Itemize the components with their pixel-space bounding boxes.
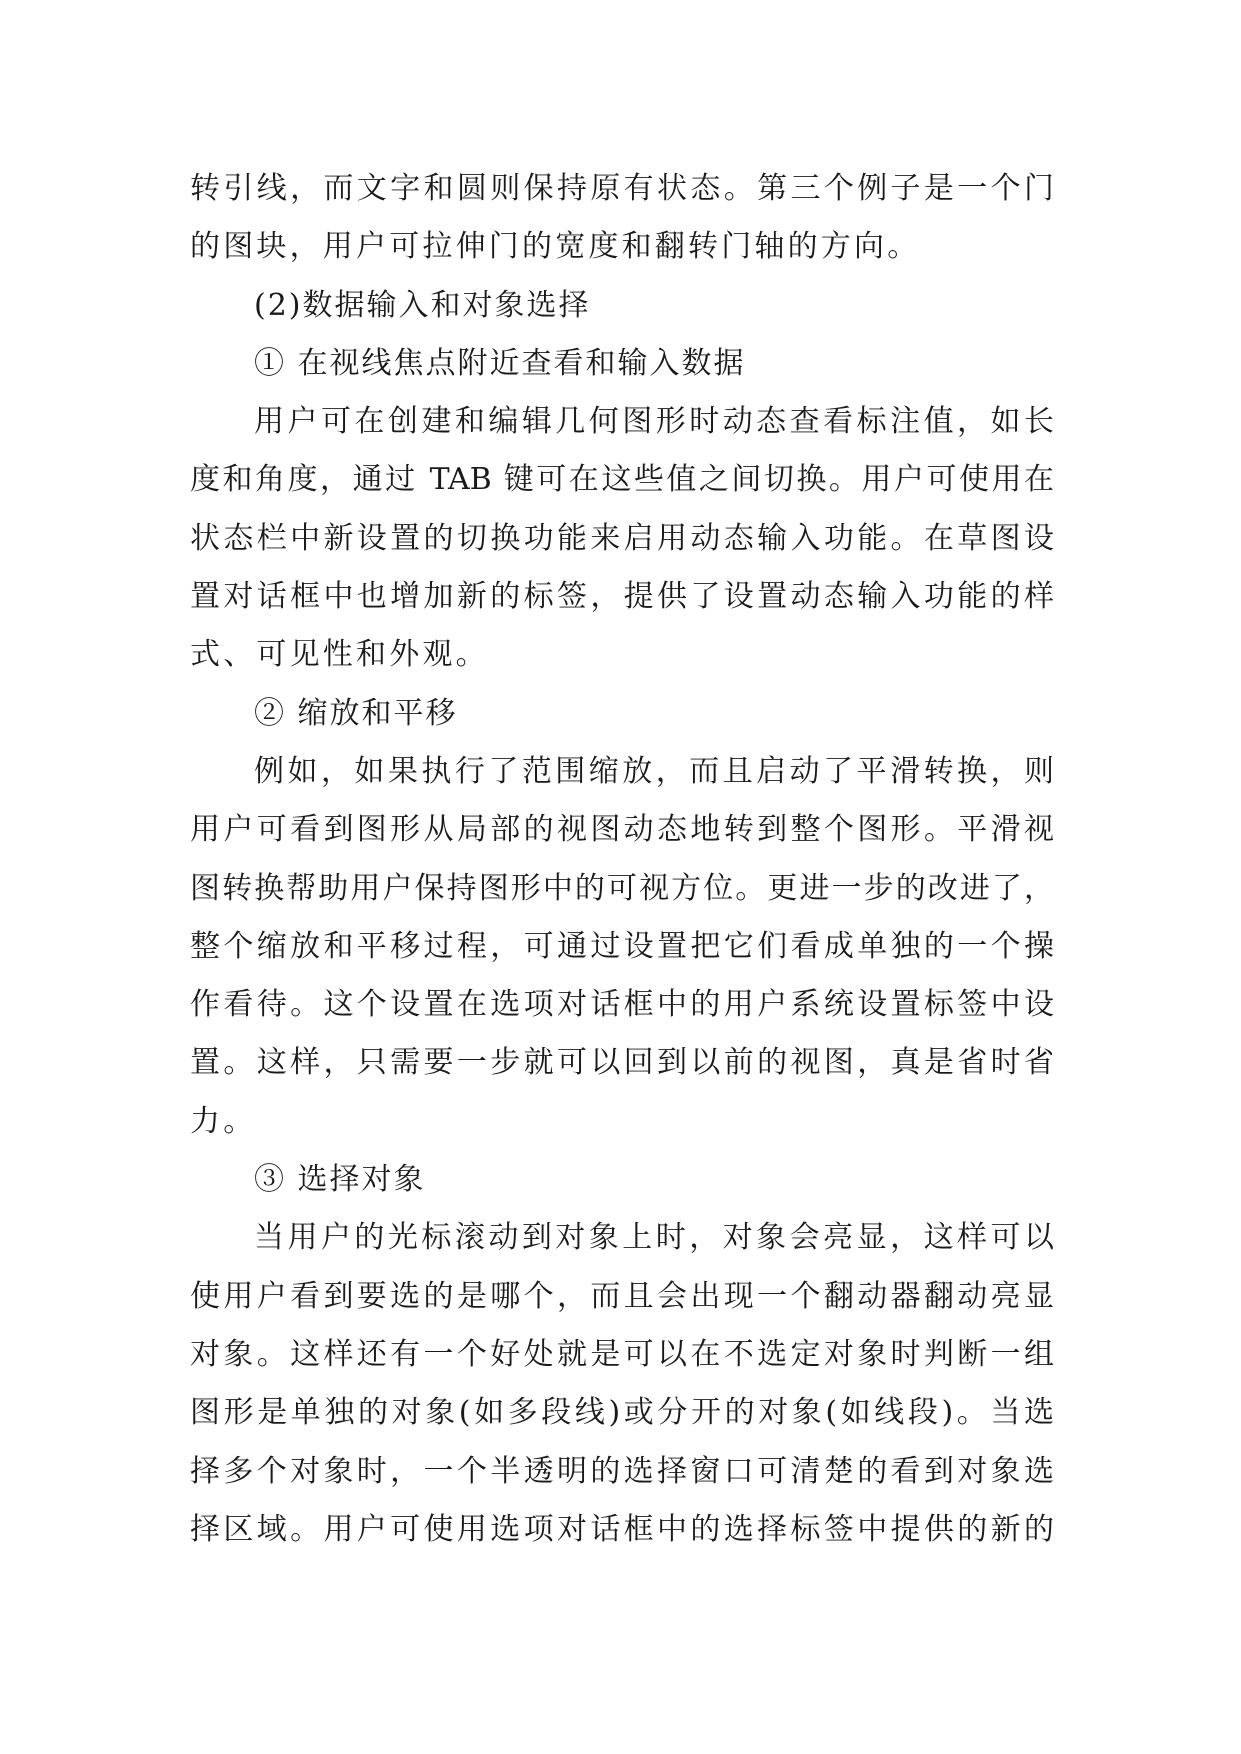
text-line: 使用户看到要选的是哪个，而且会出现一个翻动器翻动亮显	[190, 1278, 1054, 1314]
text-line: 状态栏中新设置的切换功能来启用动态输入功能。在草图设	[190, 520, 1054, 556]
subsection-heading: ① 在视线焦点附近查看和输入数据	[254, 345, 746, 381]
section-heading: (2)数据输入和对象选择	[254, 287, 591, 323]
text-line: 图形是单独的对象(如多段线)或分开的对象(如线段)。当选	[190, 1395, 1054, 1431]
paragraph-first-line: 例如，如果执行了范围缩放，而且启动了平滑转换，则	[254, 753, 1054, 789]
text-line: 整个缩放和平移过程，可通过设置把它们看成单独的一个操	[190, 928, 1054, 964]
subsection-heading: ② 缩放和平移	[254, 695, 458, 731]
text-line: 择区域。用户可使用选项对话框中的选择标签中提供的新的	[190, 1511, 1054, 1547]
text-line: 择多个对象时，一个半透明的选择窗口可清楚的看到对象选	[190, 1453, 1054, 1489]
text-line: 置。这样，只需要一步就可以回到以前的视图，真是省时省	[190, 1045, 1054, 1081]
document-page	[190, 160, 1054, 1559]
text-line: 置对话框中也增加新的标签，提供了设置动态输入功能的样	[190, 579, 1054, 615]
text-line: 转引线，而文字和圆则保持原有状态。第三个例子是一个门	[190, 171, 1054, 206]
text-line: 力。	[190, 1103, 257, 1139]
paragraph-first-line: 当用户的光标滚动到对象上时，对象会亮显，这样可以	[254, 1220, 1054, 1256]
text-line: 图转换帮助用户保持图形中的可视方位。更进一步的改进了，	[190, 870, 1054, 906]
subsection-heading: ③ 选择对象	[254, 1162, 426, 1198]
text-line: 度和角度，通过 TAB 键可在这些值之间切换。用户可使用在	[190, 462, 1054, 498]
text-line: 式、可见性和外观。	[190, 637, 489, 673]
text-line: 作看待。这个设置在选项对话框中的用户系统设置标签中设	[190, 987, 1054, 1023]
paragraph-first-line: 用户可在创建和编辑几何图形时动态查看标注值，如长	[254, 404, 1054, 440]
text-line: 的图块，用户可拉伸门的宽度和翻转门轴的方向。	[190, 229, 921, 265]
text-line: 用户可看到图形从局部的视图动态地转到整个图形。平滑视	[190, 812, 1054, 848]
text-line: 对象。这样还有一个好处就是可以在不选定对象时判断一组	[190, 1336, 1054, 1372]
